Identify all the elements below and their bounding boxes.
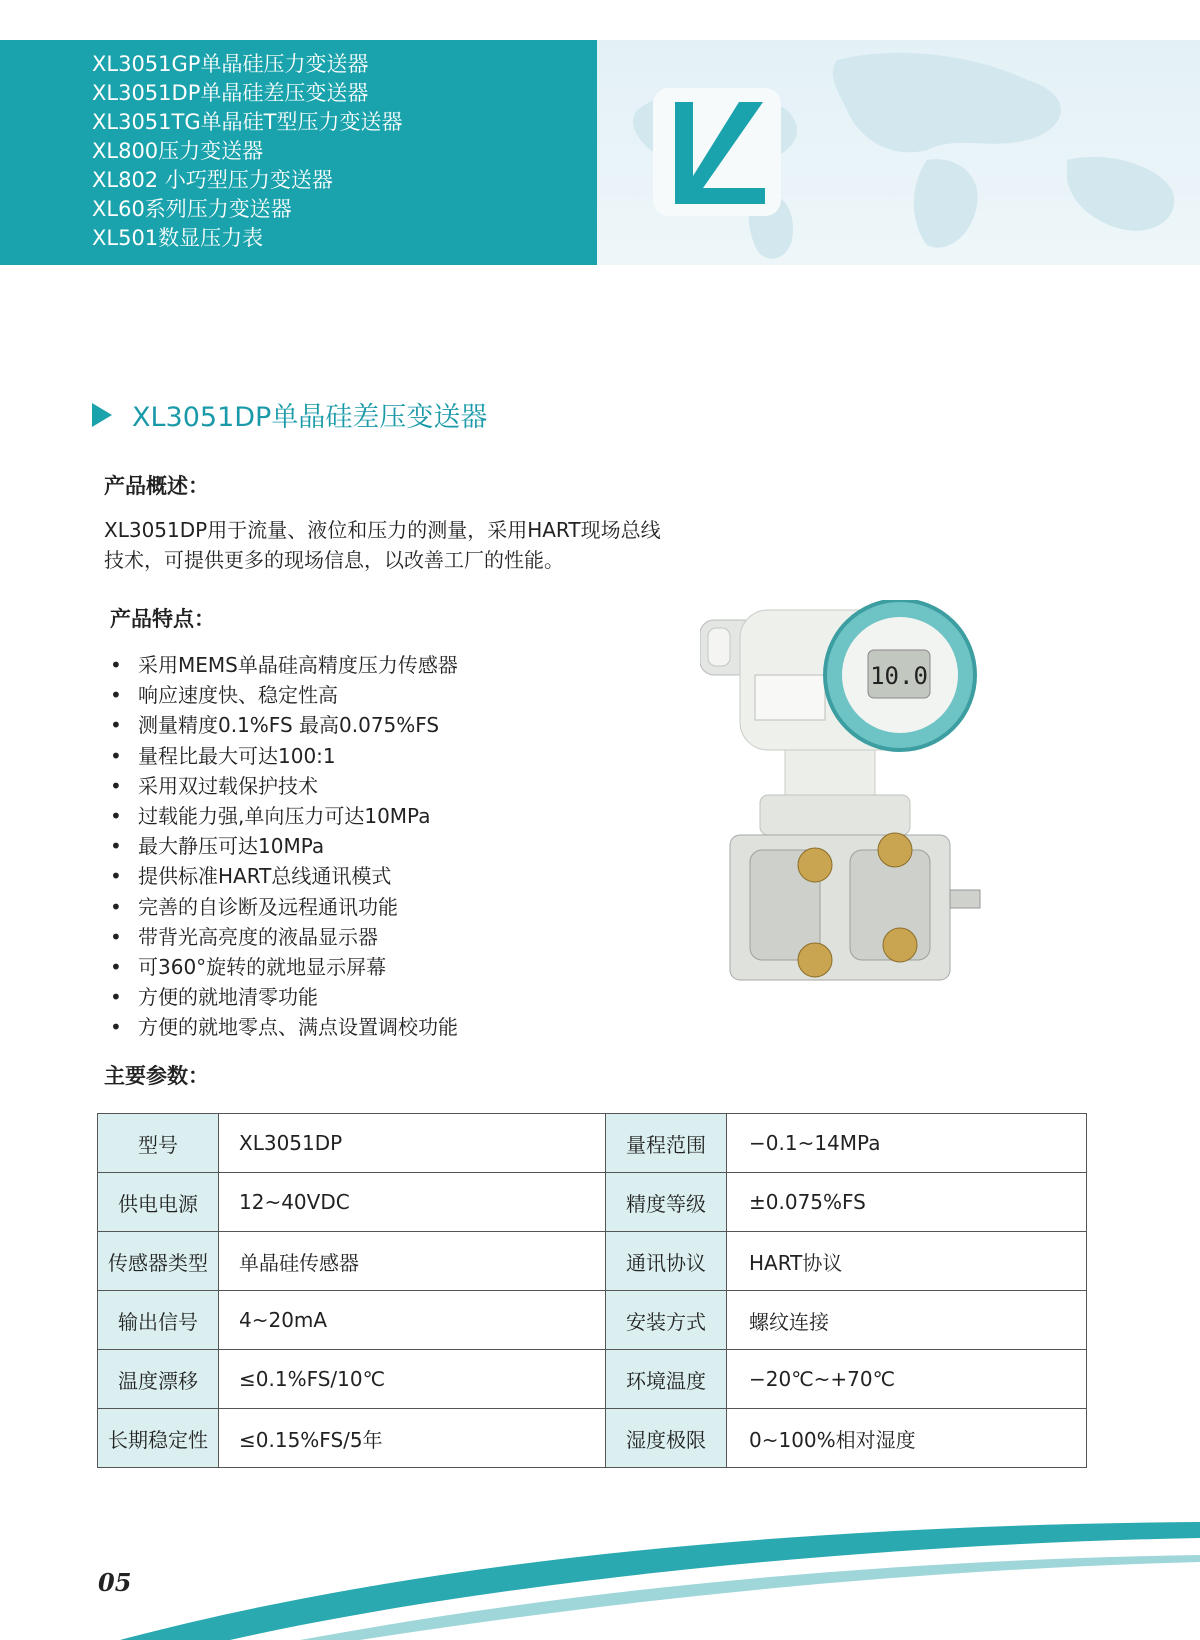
feature-item: • 方便的就地零点、满点设置调校功能 [110, 1012, 458, 1042]
play-triangle-icon [92, 403, 112, 427]
params-heading: 主要参数： [104, 1064, 209, 1088]
param-label: 温度漂移 [98, 1350, 219, 1409]
param-label: 传感器类型 [98, 1232, 219, 1291]
table-row [98, 1409, 1087, 1468]
overview-text [104, 515, 804, 575]
lcd-display-value: 10.0 [870, 662, 928, 690]
product-list-item[interactable]: XL60系列压力变送器 [92, 197, 292, 221]
param-value: ≤0.15%FS/5年 [219, 1409, 606, 1468]
section-title-text: XL3051DP单晶硅差压变送器 [132, 402, 488, 433]
feature-item: • 响应速度快、稳定性高 [110, 680, 458, 710]
param-value: ≤0.1%FS/10℃ [219, 1350, 606, 1409]
product-list-item[interactable]: XL3051GP单晶硅压力变送器 [92, 52, 369, 76]
param-label: 供电电源 [98, 1173, 219, 1232]
product-list-item[interactable]: XL802 小巧型压力变送器 [92, 168, 333, 192]
param-label: 型号 [98, 1114, 219, 1173]
product-list-item[interactable]: XL3051TG单晶硅T型压力变送器 [92, 110, 403, 134]
footer-wave-decoration [0, 1500, 1200, 1640]
params-table [97, 1113, 1087, 1468]
param-value: 螺纹连接 [727, 1291, 1087, 1350]
table-row [98, 1350, 1087, 1409]
param-value: 4~20mA [219, 1291, 606, 1350]
product-list-item[interactable]: XL501数显压力表 [92, 226, 264, 250]
brand-logo-icon [653, 88, 781, 216]
table-row [98, 1173, 1087, 1232]
feature-item: • 采用双过载保护技术 [110, 771, 458, 801]
product-list-item[interactable]: XL800压力变送器 [92, 139, 264, 163]
product-list-item[interactable]: XL3051DP单晶硅差压变送器 [92, 81, 369, 105]
feature-item: • 最大静压可达10MPa [110, 831, 458, 861]
feature-item: • 量程比最大可达100:1 [110, 741, 458, 771]
param-value: XL3051DP [219, 1114, 606, 1173]
page-number: 05 [98, 1568, 132, 1597]
section-title [92, 395, 487, 434]
overview-line: XL3051DP用于流量、液位和压力的测量，采用HART现场总线 [104, 518, 661, 542]
table-row [98, 1291, 1087, 1350]
param-label: 安装方式 [606, 1291, 727, 1350]
feature-item: • 方便的就地清零功能 [110, 982, 458, 1012]
param-label: 精度等级 [606, 1173, 727, 1232]
param-value: 0~100%相对湿度 [727, 1409, 1087, 1468]
feature-item: • 可360°旋转的就地显示屏幕 [110, 952, 458, 982]
table-row [98, 1232, 1087, 1291]
param-label: 环境温度 [606, 1350, 727, 1409]
param-value: ±0.075%FS [727, 1173, 1087, 1232]
feature-item: • 过载能力强,单向压力可达10MPa [110, 801, 458, 831]
param-value: 12~40VDC [219, 1173, 606, 1232]
pressure-transmitter-icon [700, 600, 1020, 1020]
features-heading: 产品特点： [110, 607, 215, 631]
param-label: 长期稳定性 [98, 1409, 219, 1468]
features-list [110, 650, 458, 1043]
param-label: 通讯协议 [606, 1232, 727, 1291]
param-value: −0.1~14MPa [727, 1114, 1087, 1173]
param-value: HART协议 [727, 1232, 1087, 1291]
feature-item: • 完善的自诊断及远程通讯功能 [110, 892, 458, 922]
product-image [700, 600, 1020, 1020]
feature-item: • 带背光高亮度的液晶显示器 [110, 922, 458, 952]
param-value: −20℃~+70℃ [727, 1350, 1087, 1409]
param-label: 湿度极限 [606, 1409, 727, 1468]
param-label: 量程范围 [606, 1114, 727, 1173]
table-row [98, 1114, 1087, 1173]
header-banner [0, 40, 1200, 265]
product-list [92, 50, 402, 253]
feature-item: • 提供标准HART总线通讯模式 [110, 861, 458, 891]
banner-product-panel [0, 40, 597, 265]
feature-item: • 采用MEMS单晶硅高精度压力传感器 [110, 650, 458, 680]
param-value: 单晶硅传感器 [219, 1232, 606, 1291]
brand-logo [653, 88, 781, 216]
feature-item: • 测量精度0.1%FS 最高0.075%FS [110, 710, 458, 740]
overview-line: 技术，可提供更多的现场信息，以改善工厂的性能。 [104, 548, 564, 572]
overview-heading: 产品概述： [104, 474, 209, 498]
param-label: 输出信号 [98, 1291, 219, 1350]
